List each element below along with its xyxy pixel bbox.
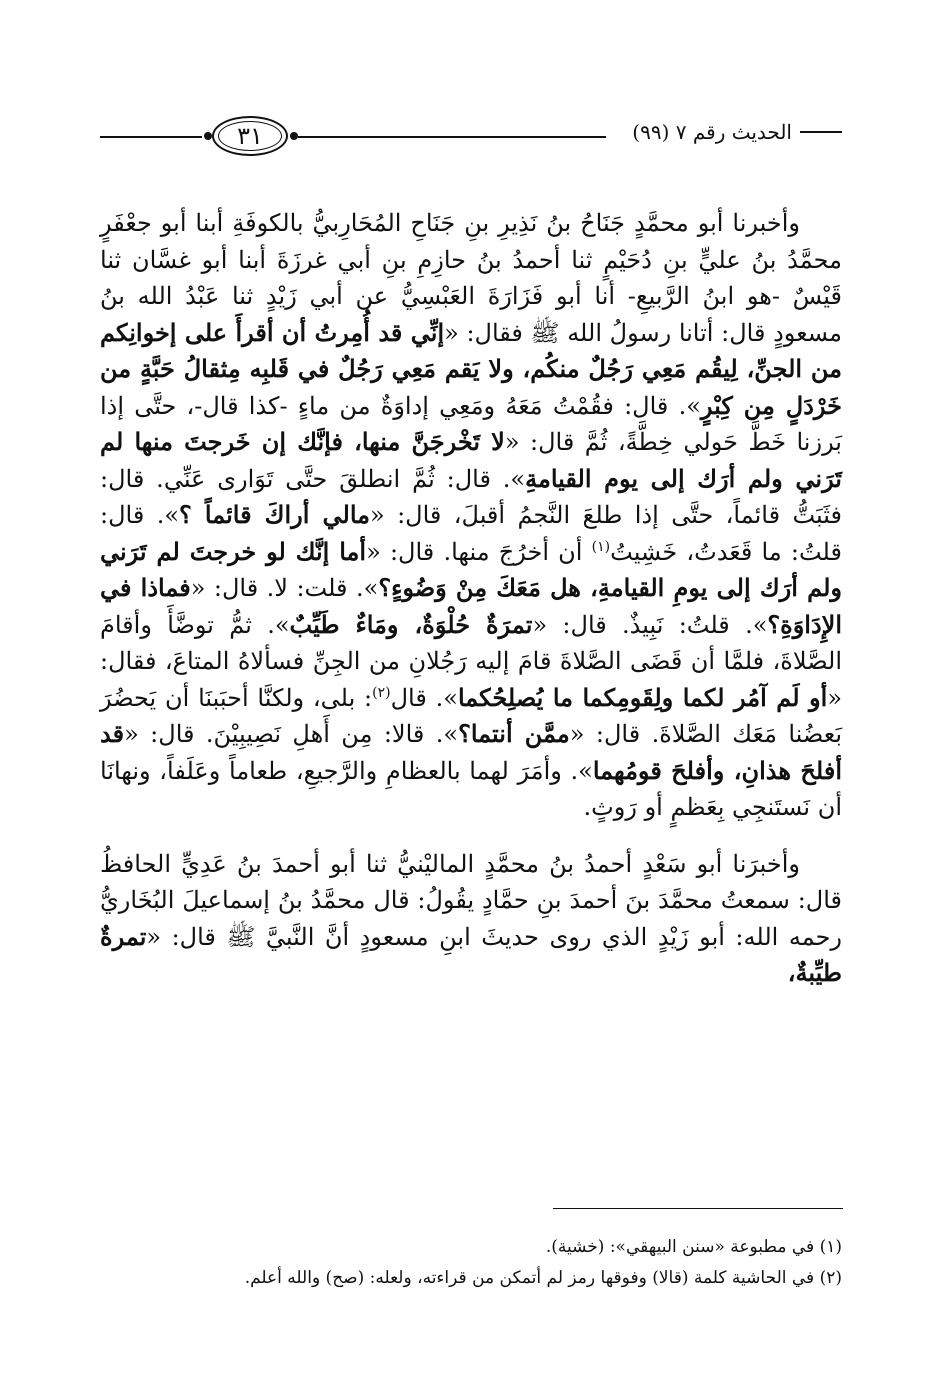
text-segment: ». قال: قلتُ: ما قَعَدتُ، خَشِيتُ bbox=[100, 501, 842, 566]
text-segment: ». قلت: لا. قال: « bbox=[190, 574, 379, 602]
hadith-quote: مالي أراكَ قائماً ؟ bbox=[179, 500, 370, 529]
text-segment: ». ثمُّ توضَّأَ وأقامَ الصَّلاةَ، فلمَّا أن قَضَى الصَّلاةَ قامَ إليه رَجُلانِ من الجِنِّ فسألاهُ المتاعَ، فقال: « bbox=[100, 610, 842, 712]
hadith-quote: تمرةٌ طيِّبةٌ، bbox=[100, 921, 842, 987]
page-number: ٣١ bbox=[237, 122, 263, 150]
page-header bbox=[100, 112, 842, 162]
text-segment: ». قال bbox=[390, 683, 458, 712]
text-segment: وأخبرنا أبو محمَّدٍ جَنَاحُ بنُ نَذِيرِ بنِ جَنَاحِ المُحَارِبيُّ بالكوفَةِ أبنا أبو جعْفَرٍ محمَّدُ بنُ عليٍّ بنِ دُحَيْمٍ ثنا أحمدُ بنُ حازِمِ بنِ أبي غرزَةَ أبنا أبو غسَّان ثنا قَيْسٌ -هو ابنُ الرَّبيعِ- أنا أبو فَزَارَةَ العَبْسِيُّ عن أبي زَيْدٍ ثنا عَبْدُ الله بنُ مسعودٍ قال: أتانا رسولُ الله ﷺ فقال: « bbox=[100, 209, 842, 347]
text-segment: ». قال: فقُمْتُ مَعَهُ ومَعِي إداوَةٌ من ماءٍ -كذا قال-، حتَّى إذا بَرزنا خَطَّ حَولي خِطَّةً، ثُمَّ قال: « bbox=[100, 391, 842, 456]
footnote-rule bbox=[553, 1208, 843, 1209]
header-dash bbox=[800, 131, 842, 133]
text-segment: ». قالا: مِن أَهلِ نَصِيبِيْنَ. قال: « bbox=[124, 720, 459, 748]
paragraph bbox=[100, 205, 842, 826]
hadith-quote: قد أفلحَ هذانِ، وأفلحَ قومُهما bbox=[100, 719, 842, 785]
running-header-title: الحديث رقم ٧ (٩٩) bbox=[632, 120, 792, 144]
running-header bbox=[612, 120, 842, 144]
text-segment: ». وأمَرَ لهما بالعظامِ والرَّجيعِ، طعاماً وعَلَفاً، ونهانَا أن نَستَنجِي بِعَظمٍ أو رَوثٍ. bbox=[100, 756, 842, 821]
footnote-2: (٢) في الحاشية كلمة (قالا) وفوقها رمز لم أتمكن من قراءته، ولعله: (صح) والله أعلم. bbox=[244, 1268, 842, 1288]
footnote-1: (١) في مطبوعة «سنن البيهقي»: (خشية). bbox=[545, 1237, 842, 1257]
footnote-ref: (٢) bbox=[372, 684, 391, 701]
hadith-quote: فماذا في الإِدَاوَةِ؟ bbox=[100, 573, 843, 639]
footnote-ref: (١) bbox=[591, 538, 611, 555]
header-dot-left bbox=[204, 132, 212, 140]
text-segment: وأخبرَنا أبو سَعْدٍ أحمدُ بنُ محمَّدٍ الماليْنيُّ ثنا أبو أحمدَ بنُ عَدِيٍّ الحافظُ قال: سمعتُ محمَّدَ بنَ أحمدَ بنِ حمَّادٍ يقُولُ: قال محمَّدُ بنُ إسماعيلَ البُخَاريُّ رحمه الله: أبو زَيْدٍ الذي روى حديثَ ابنِ مسعودٍ أنَّ النَّبيَّ ﷺ قال: « bbox=[100, 849, 842, 951]
footnotes bbox=[100, 1232, 842, 1294]
hadith-quote: تمرَةٌ حُلْوَةٌ، ومَاءٌ طَيِّبٌ bbox=[289, 609, 533, 639]
header-dot-right bbox=[290, 132, 298, 140]
header-rule-left bbox=[100, 136, 202, 138]
text-segment: : بلى، ولكنَّا أحبَبنَا أن يَحضُرَ بَعضُنا مَعَك الصَّلاةَ. قال: « bbox=[100, 683, 842, 748]
page-number-badge bbox=[212, 116, 288, 156]
main-text bbox=[100, 205, 842, 992]
hadith-quote: أما إنَّك لو خرجتَ لم تَرَني ولم أرَك إلى يومِ القيامةِ، هل مَعَكَ مِنْ وَضُوءٍ؟ bbox=[100, 536, 842, 602]
header-rule-mid bbox=[298, 136, 606, 138]
hadith-quote: إنِّي قد أُمِرتُ أن أقرأَ على إخوانِكم من الجنِّ، لِيقُم مَعِي رَجُلٌ منكُم، ولا يَقم مَعِي رَجُلٌ في قَلبِه مِثقالُ حَبَّةٍ من خَرْدَلٍ مِن كِبْرٍ bbox=[100, 317, 843, 420]
hadith-quote: ممَّن أنتما؟ bbox=[458, 719, 570, 748]
hadith-quote: أو لَم آمُر لكما ولِقَومِكما ما يُصلِحُكما bbox=[457, 682, 828, 712]
text-segment: أن أخرُجَ منها. قال: « bbox=[366, 537, 592, 566]
paragraph bbox=[100, 846, 842, 992]
text-segment: ». قلتُ: نَبِيذٌ. قال: « bbox=[532, 610, 768, 639]
text-segment: ». قال: ثُمَّ انطلقَ حتَّى تَوَارى عَنِّي. قال: فثَبَتُّ قائماً، حتَّى إذا طلعَ النَّجمُ أقبلَ، قال: « bbox=[100, 464, 842, 529]
hadith-quote: لا تَخْرجَنَّ منها، فإنَّك إن خَرجتَ منها لم تَرَني ولم أرَك إلى يوم القيامةِ bbox=[100, 427, 842, 493]
